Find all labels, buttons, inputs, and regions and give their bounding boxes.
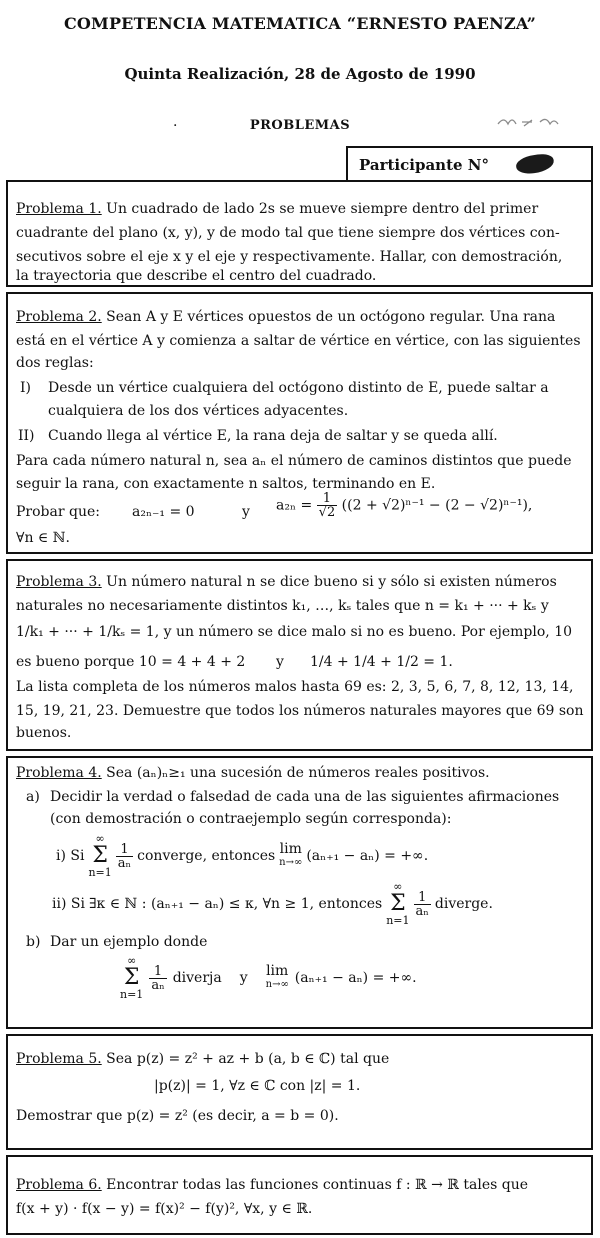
problem-6-box [6,1155,593,1235]
scribble-icon [494,110,574,130]
summation-icon: ∞ Σ n=1 [386,880,410,927]
item-ii-text: ∃κ ∈ ℕ : (aₙ₊₁ − aₙ) ≤ κ, ∀n ≥ 1, entonces [88,896,383,912]
problem-4-box [6,756,593,1029]
item-ii-end: diverge. [434,896,493,912]
pencil-scribble-mark [494,110,574,137]
sum-upper: ∞ [393,880,403,893]
problem-3-line: naturales no necesariamente distintos k₁, …, kₛ tales que n = k₁ + ··· + kₛ y [16,598,549,614]
problem-2-first-line [16,305,555,329]
problem-3-line: Un número natural n se dice bueno si y sólo si existen números [101,574,557,590]
problem-2-line: Sean A y E vértices opuestos de un octógono regular. Una rana [101,309,556,325]
limit [266,965,289,991]
rule-1-line: cualquiera de los dos vértices adyacentes. [48,403,349,419]
formula-y: y [242,504,250,520]
formula-a-even-left: a₂ₙ = [276,497,313,514]
fraction-numerator: 1 [317,492,338,506]
fraction [317,492,338,519]
problem-6-first-line [16,1173,528,1197]
problem-4-first-line [16,761,490,785]
formula-a-odd: a₂ₙ₋₁ = 0 [132,504,195,520]
part-a-label: a) [26,789,40,805]
exam-header [0,0,600,180]
problem-6-line: f(x + y) · f(x − y) = f(x)² − f(y)², ∀x, y ∈ ℝ. [16,1201,313,1217]
problem-3-line: La lista completa de los números malos hasta 69 es: 2, 3, 5, 6, 7, 8, 12, 13, 14, [16,679,574,695]
fraction-denominator: √2 [318,505,336,520]
problem-2-para-line: Para cada número natural n, sea aₙ el número de caminos distintos que puede [16,453,572,469]
item-i-label: i) Si [56,848,85,864]
rule-1-label: I) [20,380,31,396]
problem-2-box [6,292,593,554]
edition-line: Quinta Realización, 28 de Agosto de 1990 [124,65,476,83]
participant-label: Participante N° [359,156,489,174]
part-a-line: (con demostración o contraejemplo según corresponda): [50,811,452,827]
problem-5-condition: |p(z)| = 1, ∀z ∈ ℂ con |z| = 1. [154,1078,361,1094]
problem-3-example-eq: 1/4 + 1/4 + 1/2 = 1. [310,654,453,670]
problem-1-line: cuadrante del plano (x, y), y de modo tal que tiene siempre dos vértices con- [16,225,560,241]
formula-a-even-right: ((2 + √2)ⁿ⁻¹ − (2 − √2)ⁿ⁻¹), [341,497,533,514]
limit-word: lim [279,841,302,857]
fraction [414,891,431,918]
problem-3-line: 15, 19, 21, 23. Demuestre que todos los números naturales mayores que 69 son [16,703,584,719]
summation-icon: ∞ Σ n=1 [88,832,112,879]
fraction [149,965,166,992]
problem-1-title: Problema 1. [16,201,102,217]
problem-5-box [6,1034,593,1150]
fraction-numerator: 1 [414,891,431,905]
limit-subscript: n→∞ [279,857,303,868]
rule-2-line: Cuando llega al vértice E, la rana deja de saltar y se queda allí. [48,428,498,444]
problem-1-box [6,180,593,287]
summation-icon: ∞ Σ n=1 [120,954,144,1001]
limit-subscript: n→∞ [265,979,289,990]
stray-dot-mark: · [173,118,178,134]
problem-3-first-line [16,570,557,594]
problem-2-title: Problema 2. [16,309,102,325]
sum-upper: ∞ [95,832,105,845]
limit [279,843,302,869]
problem-3-line: buenos. [16,725,72,741]
part-a-line: Decidir la verdad o falsedad de cada una de las siguientes afirmaciones [50,789,560,805]
fraction-numerator: 1 [116,843,133,857]
problem-3-title: Problema 3. [16,574,102,590]
sum-upper: ∞ [127,954,137,967]
fraction [116,843,133,870]
problem-5-line: Demostrar que p(z) = z² (es decir, a = b = 0). [16,1108,339,1124]
part-a-i [56,832,429,879]
part-b-mid: diverja [172,970,222,986]
problem-3-fraction-sum: 1/k₁ + ··· + 1/kₛ = 1, [16,624,160,640]
problem-1-line: secutivos sobre el eje x y el eje y respectivamente. Hallar, con demostración, [16,249,563,265]
fraction-denominator: aₙ [117,855,132,871]
fraction-numerator: 1 [149,965,166,979]
section-title: PROBLEMAS [249,118,351,133]
problem-3-box [6,559,593,751]
problem-5-first-line [16,1047,389,1071]
problem-3-y: y [276,654,284,670]
problem-3-fraction-line [16,620,572,644]
participant-box [346,146,593,180]
fraction-denominator: aₙ [151,977,165,993]
problem-4-title: Problema 4. [16,765,102,781]
item-ii-label: ii) Si [52,896,85,912]
problem-2-para-line: seguir la rana, con exactamente n saltos, terminando en E. [16,476,436,492]
problem-6-line: Encontrar todas las funciones continuas f : ℝ → ℝ tales que [101,1177,529,1193]
part-a-ii [52,880,493,927]
problem-3-example: es bueno porque 10 = 4 + 4 + 2 [16,654,246,670]
limit-word: lim [266,963,289,979]
problem-5-title: Problema 5. [16,1051,102,1067]
part-b-formula [120,956,417,1000]
problem-5-line: Sea p(z) = z² + az + b (a, b ∈ ℂ) tal que [101,1051,390,1067]
rule-2-label: II) [18,428,35,444]
part-b-text: Dar un ejemplo donde [50,934,208,950]
rule-1-line: Desde un vértice cualquiera del octógono distinto de E, puede saltar a [48,380,549,396]
problem-1-first-line [16,197,538,221]
item-i-text: converge, entonces [137,848,276,864]
formula-a-even [276,492,532,519]
redacted-number-blot [515,152,555,175]
probar-label: Probar que: [16,504,100,520]
problem-1-line: Un cuadrado de lado 2s se mueve siempre dentro del primer [101,201,539,217]
problem-2-line: dos reglas: [16,355,94,371]
fraction-denominator: aₙ [415,903,429,919]
problem-6-title: Problema 6. [16,1177,102,1193]
problem-2-line: está en el vértice A y comienza a saltar de vértice en vértice, con las siguientes [16,333,581,349]
sum-lower: n=1 [120,988,144,1001]
problem-3-line: y un número se dice malo si no es bueno. Por ejemplo, 10 [159,624,573,640]
forall-n: ∀n ∈ ℕ. [16,530,70,546]
part-b-end: (aₙ₊₁ − aₙ) = +∞. [294,970,417,986]
sum-lower: n=1 [386,914,410,927]
part-b-label: b) [26,934,41,950]
sum-lower: n=1 [88,866,112,879]
item-i-end: (aₙ₊₁ − aₙ) = +∞. [306,848,429,864]
part-b-y: y [239,970,248,986]
competition-title: COMPETENCIA MATEMATICA “ERNESTO PAENZA” [63,14,537,33]
problem-4-intro: Sea (aₙ)ₙ≥₁ una sucesión de números reales positivos. [101,765,490,781]
problem-1-line: la trayectoria que describe el centro del cuadrado. [16,268,377,284]
